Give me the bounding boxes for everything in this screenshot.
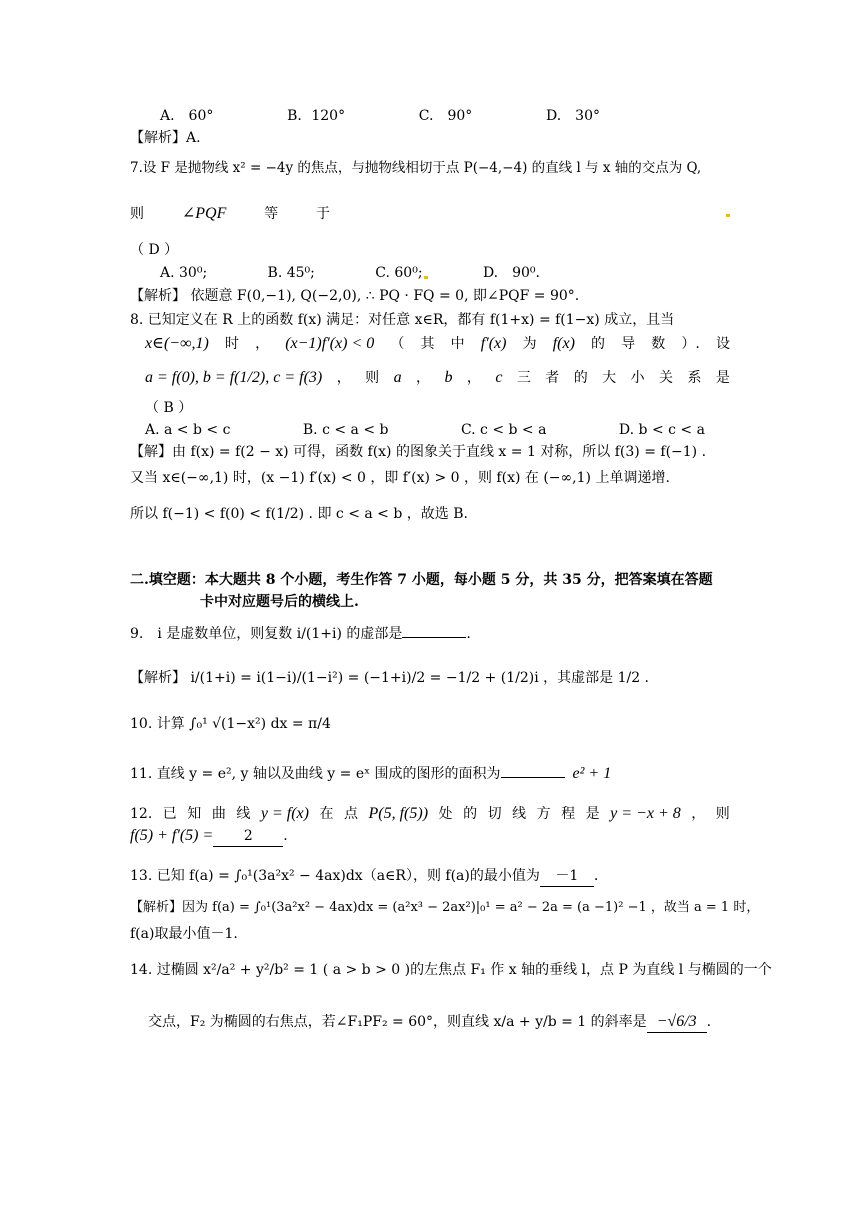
q14-line2-text: 交点，F₂ 为椭圆的右焦点，若∠F₁PF₂ = 60°，则直线 x/a + y/b = 1 的斜率是: [148, 1014, 647, 1030]
q8-l2-9: f(x): [552, 335, 575, 352]
q6-option-b: B．120°: [287, 108, 346, 124]
q8-option-d: D. b < c < a: [618, 422, 705, 438]
q12-w9: 处: [438, 806, 453, 822]
q8-l3-6: ，: [466, 370, 481, 386]
q8-l3-1: ，: [336, 370, 351, 386]
q7-word-2: 等: [264, 206, 279, 222]
q8-l3-4: ，: [416, 370, 430, 386]
q7-option-c: C. 60⁰;: [375, 265, 423, 281]
q12-w4: 线: [236, 806, 251, 822]
q7-word-3: 于: [316, 206, 330, 222]
q12-w1: 已: [162, 806, 177, 822]
q12-w12: 线: [512, 806, 527, 822]
q8-line2: [145, 334, 730, 354]
q8-l3-9: 者: [545, 370, 560, 386]
q12-w17: ，: [691, 806, 706, 822]
q8-answer: （ B ）: [145, 400, 193, 416]
q8-l3-14: 系: [687, 370, 702, 386]
q8-l2-2: ，: [255, 336, 270, 352]
q7-option-b: B. 45⁰;: [267, 265, 315, 281]
q13-analysis: 【解析】因为 f(a) = ∫₀¹(3a²x² − 4ax)dx = (a²x³ − 2ax²)|₀¹ = a² − 2a = (a −1)² −1 ，故当 a = 1 时，: [130, 900, 760, 915]
q8-l2-7: f′(x): [480, 335, 507, 352]
q12-w11: 切: [487, 806, 502, 822]
q9-blank: [402, 637, 466, 638]
q8-l2-1: 时: [224, 336, 239, 352]
section2-heading: 二.填空题：本大题共 8 个小题，考生作答 7 小题，每小题 5 分，共 35 分，把答案填在答题: [130, 572, 713, 588]
q7-analysis: 【解析】 依题意 F(0,−1), Q(−2,0), ∴ PQ · FQ = 0, 即∠PQF = 90°.: [130, 288, 580, 304]
q8-line1: 8. 已知定义在 R 上的函数 f(x) 满足：对任意 x∈R，都有 f(1+x) = f(1−x) 成立，且当: [130, 312, 675, 328]
q8-l3-7: c: [495, 369, 503, 386]
q8-l2-0: x∈(−∞,1): [145, 335, 209, 352]
q7-option-d: D. 90⁰.: [482, 265, 540, 281]
q13-stem: 13. 已知 f(a) = ∫₀¹(3a²x² − 4ax)dx（a∈R），则 f(a)的最小值为 －1 .: [130, 866, 598, 887]
q8-options: [145, 420, 705, 440]
q8-l2-5: 其: [420, 336, 435, 352]
q8-l2-10: 的: [591, 336, 606, 352]
q14-answer: −√6/3: [647, 1012, 707, 1033]
q8-solution-3: 所以 f(−1) < f(0) < f(1/2) . 即 c < a < b ，故选 B.: [130, 506, 468, 522]
q8-l2-14: 设: [715, 336, 730, 352]
q7-word-0: 则: [130, 206, 144, 222]
q8-l3-15: 是: [715, 370, 730, 386]
q12-w15: 是: [585, 806, 600, 822]
q8-option-a: A. a < b < c: [145, 422, 231, 438]
q12-w5: y = f(x): [260, 805, 309, 822]
q12-line2-text: f(5) + f′(5) =: [130, 827, 214, 844]
q9-stem-text: 9. i 是虚数单位，则复数 i/(1+i) 的虚部是: [130, 626, 403, 642]
q6-option-a: A. 60°: [160, 108, 214, 124]
q12-w18: 则: [715, 806, 730, 822]
q12-w6: 在: [319, 806, 334, 822]
q8-l3-11: 大: [602, 370, 617, 386]
q14-line2: 交点，F₂ 为椭圆的右焦点，若∠F₁PF₂ = 60°，则直线 x/a + y/b = 1 的斜率是 −√6/3 .: [148, 1012, 711, 1033]
q7-word-1: ∠PQF: [181, 205, 227, 222]
q11-blank: [501, 777, 565, 778]
q6-options: [160, 106, 600, 126]
q8-line3: [145, 368, 730, 388]
q8-solution-2: 又当 x∈(−∞,1) 时，(x −1) f′(x) < 0 ，即 f′(x) > 0 ，则 f(x) 在 (−∞,1) 上单调递增.: [130, 470, 670, 486]
q12-w14: 程: [561, 806, 576, 822]
q7-answer: （ D ）: [130, 242, 179, 258]
q8-l2-8: 为: [522, 336, 537, 352]
q8-option-c: C. c < b < a: [460, 422, 547, 438]
q8-l3-5: b: [444, 369, 453, 386]
q7-option-a: A. 30⁰;: [160, 265, 208, 281]
q10-stem: 10. 计算 ∫₀¹ √(1−x²) dx = π/4: [130, 716, 331, 732]
q8-l2-12: 数: [651, 336, 666, 352]
section2-heading-cont: 卡中对应题号后的横线上.: [200, 594, 359, 610]
q8-l2-3: (x−1)f′(x) < 0: [285, 335, 375, 352]
q12-w7: 点: [343, 806, 358, 822]
q8-l3-13: 关: [659, 370, 674, 386]
q9-analysis: 【解析】 i/(1+i) = i(1−i)/(1−i²) = (−1+i)/2 = −1/2 + (1/2)i ，其虚部是 1/2 .: [130, 670, 650, 686]
q12-w8: P(5, f(5)): [368, 805, 429, 822]
q8-l3-2: 则: [365, 370, 380, 386]
q6-option-c: C. 90°: [418, 108, 473, 124]
q11-stem: [130, 764, 611, 784]
marker-dot: [726, 214, 730, 217]
q8-l3-3: a: [393, 369, 402, 386]
q12-line2: f(5) + f′(5) = 2 .: [130, 826, 288, 847]
q12-w13: 方: [536, 806, 551, 822]
q12-w16: y = −x + 8: [610, 805, 681, 822]
q12-w0: 12.: [130, 806, 153, 822]
q8-l2-13: ）.: [681, 336, 700, 352]
q8-l3-10: 的: [573, 370, 588, 386]
q11-stem-text: 11. 直线 y = e², y 轴以及曲线 y = eˣ 围成的图形的面积为: [130, 766, 501, 782]
q7-options: [160, 263, 540, 283]
q12-line1: [130, 804, 730, 824]
q13-stem-text: 13. 已知 f(a) = ∫₀¹(3a²x² − 4ax)dx（a∈R），则 f(a)的最小值为: [130, 868, 540, 884]
q8-option-b: B. c < a < b: [302, 422, 389, 438]
q12-answer: 2: [213, 826, 283, 847]
q13-analysis-2: f(a)取最小值－1.: [130, 926, 238, 942]
q13-answer: －1: [540, 866, 594, 887]
q8-l3-8: 三: [516, 370, 531, 386]
q9-stem: 9. i 是虚数单位，则复数 i/(1+i) 的虚部是 .: [130, 626, 471, 642]
q8-l3-0: a = f(0), b = f(1/2), c = f(3): [145, 369, 323, 386]
q14-line1: 14. 过椭圆 x²/a² + y²/b² = 1 ( a > b > 0 )的左焦点 F₁ 作 x 轴的垂线 l，点 P 为直线 l 与椭圆的一个: [130, 962, 772, 978]
q11-answer: e² + 1: [572, 765, 612, 782]
q8-l2-6: 中: [450, 336, 465, 352]
q12-w10: 的: [463, 806, 478, 822]
q6-option-d: D. 30°: [545, 108, 600, 124]
q8-l2-4: （: [390, 336, 405, 352]
q12-w2: 知: [187, 806, 202, 822]
q7-stem-cont: [130, 204, 330, 224]
q8-l3-12: 小: [630, 370, 645, 386]
q7-stem: 7.设 F 是抛物线 x² = −4y 的焦点，与抛物线相切于点 P(−4,−4) 的直线 l 与 x 轴的交点为 Q,: [130, 160, 702, 176]
q6-analysis: 【解析】A.: [130, 130, 201, 146]
q8-solution-1: 【解】由 f(x) = f(2 − x) 可得，函数 f(x) 的图象关于直线 x = 1 对称，所以 f(3) = f(−1) .: [130, 444, 707, 460]
marker-dot: [424, 276, 428, 279]
q12-w3: 曲: [211, 806, 226, 822]
q8-l2-11: 导: [621, 336, 636, 352]
